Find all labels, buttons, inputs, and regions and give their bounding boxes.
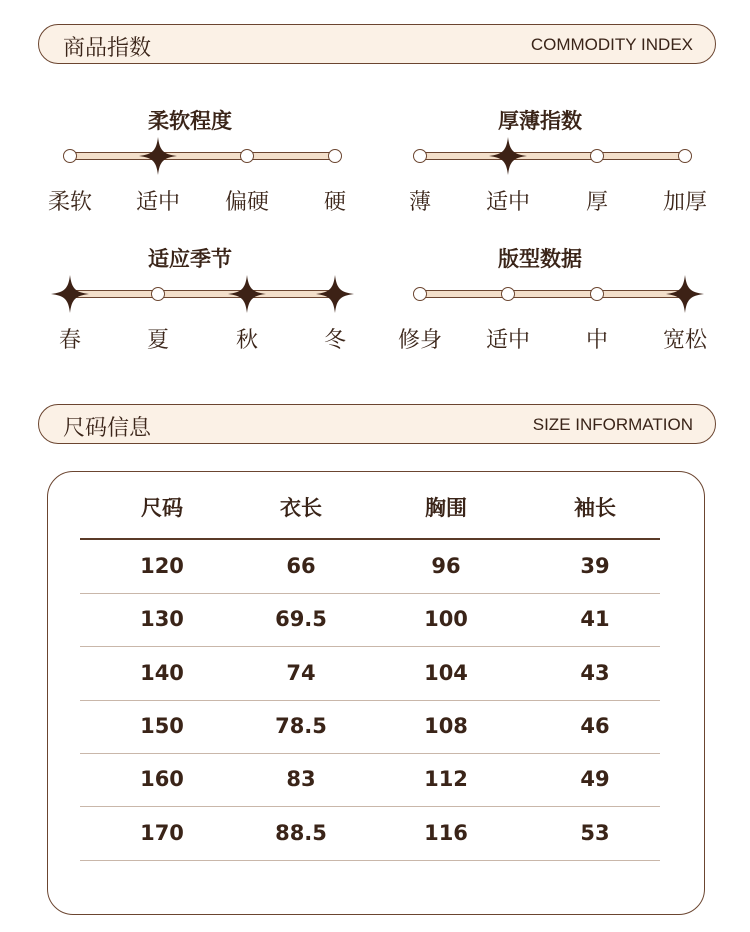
season-option-label: 春 (58, 328, 81, 353)
softness-option-label: 硬 (323, 190, 346, 215)
season-selected-star-icon (50, 274, 90, 314)
fit-option-label: 宽松 (662, 328, 707, 353)
table-row-divider (80, 646, 660, 647)
fit-option-dot (501, 287, 515, 301)
season-option-label: 秋 (235, 328, 258, 353)
table-row-divider (80, 753, 660, 754)
softness-title: 柔软程度 (148, 109, 232, 133)
fit-title: 版型数据 (498, 247, 582, 271)
table-header-cell: 尺码 (141, 496, 183, 520)
table-cell: 160 (140, 767, 184, 792)
softness-option-dot (240, 149, 254, 163)
thickness-option-dot (590, 149, 604, 163)
softness-selected-star-icon (138, 136, 178, 176)
table-cell: 104 (424, 660, 468, 685)
season-selected-star-icon (315, 274, 355, 314)
banner-title-cn: 尺码信息 (63, 416, 152, 441)
commodity-index-banner (38, 24, 716, 64)
table-row-divider (80, 860, 660, 861)
season-title: 适应季节 (148, 247, 232, 271)
size-information-banner (38, 404, 716, 444)
table-cell: 43 (580, 660, 610, 685)
thickness-track (420, 152, 685, 160)
thickness-option-label: 加厚 (662, 190, 707, 215)
softness-track (70, 152, 335, 160)
table-cell: 170 (140, 820, 184, 845)
fit-option-label: 中 (585, 328, 608, 353)
table-cell: 112 (424, 767, 468, 792)
table-header-cell: 衣长 (280, 496, 322, 520)
fit-option-label: 修身 (397, 328, 442, 353)
table-cell: 100 (424, 607, 468, 632)
season-selected-star-icon (227, 274, 267, 314)
table-cell: 96 (431, 554, 461, 578)
table-row-divider (80, 700, 660, 701)
season-track (70, 290, 335, 298)
table-header-cell: 袖长 (574, 496, 616, 520)
table-cell: 140 (140, 660, 184, 685)
table-cell: 78.5 (275, 713, 327, 738)
banner-title-en: COMMODITY INDEX (530, 35, 693, 54)
table-header-divider (80, 538, 660, 540)
thickness-option-label: 适中 (485, 190, 530, 215)
thickness-option-dot (413, 149, 427, 163)
thickness-option-label: 厚 (585, 190, 608, 215)
table-cell: 49 (580, 767, 610, 792)
table-cell: 39 (580, 554, 610, 578)
table-cell: 46 (580, 713, 610, 738)
table-cell: 150 (140, 713, 184, 738)
softness-option-label: 适中 (135, 190, 180, 215)
thickness-option-label: 薄 (408, 190, 431, 215)
banner-title-en: SIZE INFORMATION (532, 415, 693, 434)
thickness-title: 厚薄指数 (498, 109, 582, 133)
softness-option-label: 柔软 (47, 190, 92, 215)
fit-selected-star-icon (665, 274, 705, 314)
softness-option-dot (328, 149, 342, 163)
table-header-cell: 胸围 (425, 496, 467, 520)
table-cell: 88.5 (275, 820, 327, 845)
table-cell: 69.5 (275, 607, 327, 632)
softness-option-dot (63, 149, 77, 163)
fit-option-dot (590, 287, 604, 301)
table-cell: 116 (424, 820, 468, 845)
table-row-divider (80, 593, 660, 594)
fit-option-dot (413, 287, 427, 301)
table-cell: 41 (580, 607, 610, 632)
softness-option-label: 偏硬 (224, 190, 269, 215)
table-row-divider (80, 806, 660, 807)
table-cell: 74 (286, 660, 316, 685)
thickness-selected-star-icon (488, 136, 528, 176)
table-cell: 66 (286, 554, 316, 578)
fit-option-label: 适中 (485, 328, 530, 353)
table-cell: 53 (580, 820, 610, 845)
season-option-label: 夏 (146, 328, 169, 353)
table-cell: 130 (140, 607, 184, 632)
table-cell: 108 (424, 713, 468, 738)
season-option-label: 冬 (323, 328, 346, 353)
thickness-option-dot (678, 149, 692, 163)
table-cell: 120 (140, 554, 184, 578)
banner-title-cn: 商品指数 (63, 36, 152, 61)
season-option-dot (151, 287, 165, 301)
table-cell: 83 (286, 767, 316, 792)
fit-track (420, 290, 685, 298)
